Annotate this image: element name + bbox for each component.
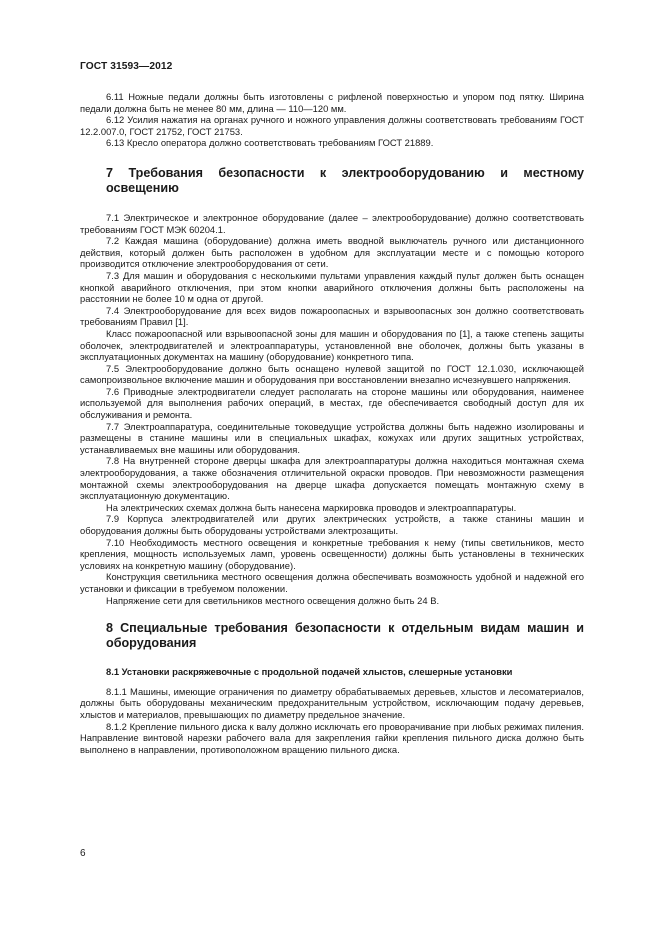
subsection-8-1-title: 8.1 Установки раскряжевочные с продольной подачей хлыстов, слешерные установки	[106, 666, 513, 678]
section-8-title: 8 Специальные требования безопасности к отдельным видам машин и оборудования	[106, 621, 584, 651]
paragraph-8-1-1: 8.1.1 Машины, имеющие ограничения по диаметру обрабатываемых деревьев, хлыстов и лесоматериалов, должны быть оборудованы механическим предохранительным устройством, исключающим подачу деревьев, хлыстов и материалов, превышающих по диаметру предельное значение.	[80, 685, 584, 720]
paragraph-6-12: 6.12 Усилия нажатия на органах ручного и ножного управления должны соответствовать требованиям ГОСТ 12.2.007.0, ГОСТ 21752, ГОСТ 21753.	[80, 114, 584, 137]
paragraph-8-1-2: 8.1.2 Крепление пильного диска к валу должно исключать его проворачивание при любых режимах пиления. Направление винтовой нарезки рабочего вала для закрепления гайки крепления пильного диска должно быть выполнено в направлении, противоположном вращению пильного диска.	[80, 720, 584, 755]
paragraph-6-13: 6.13 Кресло оператора должно соответствовать требованиям ГОСТ 21889.	[106, 137, 434, 149]
paragraph-7-10-lamp: Конструкция светильника местного освещения должна обеспечивать возможность удобной и надежной его установки и фиксации в требуемом положении.	[80, 571, 584, 594]
paragraph-7-8-marking: На электрических схемах должна быть нанесена маркировка проводов и электроаппаратуры.	[106, 501, 517, 513]
page-number: 6	[80, 848, 86, 859]
paragraph-7-8: 7.8 На внутренней стороне дверцы шкафа для электроаппаратуры должна находиться монтажная схема электрооборудования, а также обозначения отличительной окраски проводов. При невозможности размещения монтажной схемы электрооборудования на дверце шкафа допускается помещать монтажную схему в эксплуатационную документацию.	[80, 455, 584, 502]
paragraph-7-2: 7.2 Каждая машина (оборудование) должна иметь вводной выключатель ручного или дистанционного действия, который должен быть расположен в удобном для эксплуатации месте и с помощью которого производится отключение электрооборудования от сети.	[80, 235, 584, 270]
paragraph-7-10: 7.10 Необходимость местного освещения и конкретные требования к нему (типы светильников, место крепления, мощность используемых ламп, уровень освещенности) должны быть установлены в технических условиях на конкретную машину (оборудование).	[80, 536, 584, 571]
paragraph-7-1: 7.1 Электрическое и электронное оборудование (далее – электрооборудование) должно соответствовать требованиям ГОСТ МЭК 60204.1.	[80, 211, 584, 235]
paragraph-7-4-class: Класс пожароопасной или взрывоопасной зоны для машин и оборудования по [1], а также степень защиты оболочек, электродвигателей и электроаппаратуры, установленной вне оболочек, должны быть указаны в эксплуатационных документах на машину (оборудование) конкретного типа.	[80, 327, 584, 363]
paragraph-7-3: 7.3 Для машин и оборудования с несколькими пультами управления каждый пульт должен быть оснащен кнопкой аварийного отключения, при этом кнопки аварийного отключения должны быть расположены на расстоянии не более 10 м одна от другой.	[80, 269, 584, 305]
paragraph-7-4: 7.4 Электрооборудование для всех видов пожароопасных и взрывоопасных зон должно соответствовать требованиям Правил [1].	[80, 304, 584, 328]
paragraph-7-9: 7.9 Корпуса электродвигателей или других электрических устройств, а также станины машин и оборудования должны быть оборудованы устройствами электрозащиты.	[80, 513, 584, 536]
section-7-title: 7 Требования безопасности к электрооборудованию и местному освещению	[106, 165, 584, 195]
document-body	[80, 91, 584, 755]
paragraph-7-6: 7.6 Приводные электродвигатели следует располагать на стороне машины или оборудования, наименее используемой для выполнения рабочих операций, в местах, где обеспечивается свободный доступ для их обслуживания и ремонта.	[80, 385, 584, 421]
paragraph-7-7: 7.7 Электроаппаратура, соединительные токоведущие устройства должны быть надежно изолированы и размещены в станине машины или в специальных шкафах, кожухах или других защитных устройствах, устанавливаемых вне машины или оборудования.	[80, 420, 584, 455]
paragraph-6-11: 6.11 Ножные педали должны быть изготовлены с рифленой поверхностью и упором под пятку. Ширина педали должна быть не менее 80 мм, длина — 110—120 мм.	[80, 91, 584, 114]
document-code: ГОСТ 31593—2012	[80, 61, 173, 72]
paragraph-7-5: 7.5 Электрооборудование должно быть оснащено нулевой защитой по ГОСТ 12.1.030, исключающей самопроизвольное включение машин и оборудования при восстановлении внезапно исчезнувшего напряжения.	[80, 362, 584, 386]
paragraph-7-10-voltage: Напряжение сети для светильников местного освещения должно быть 24 В.	[106, 594, 440, 606]
